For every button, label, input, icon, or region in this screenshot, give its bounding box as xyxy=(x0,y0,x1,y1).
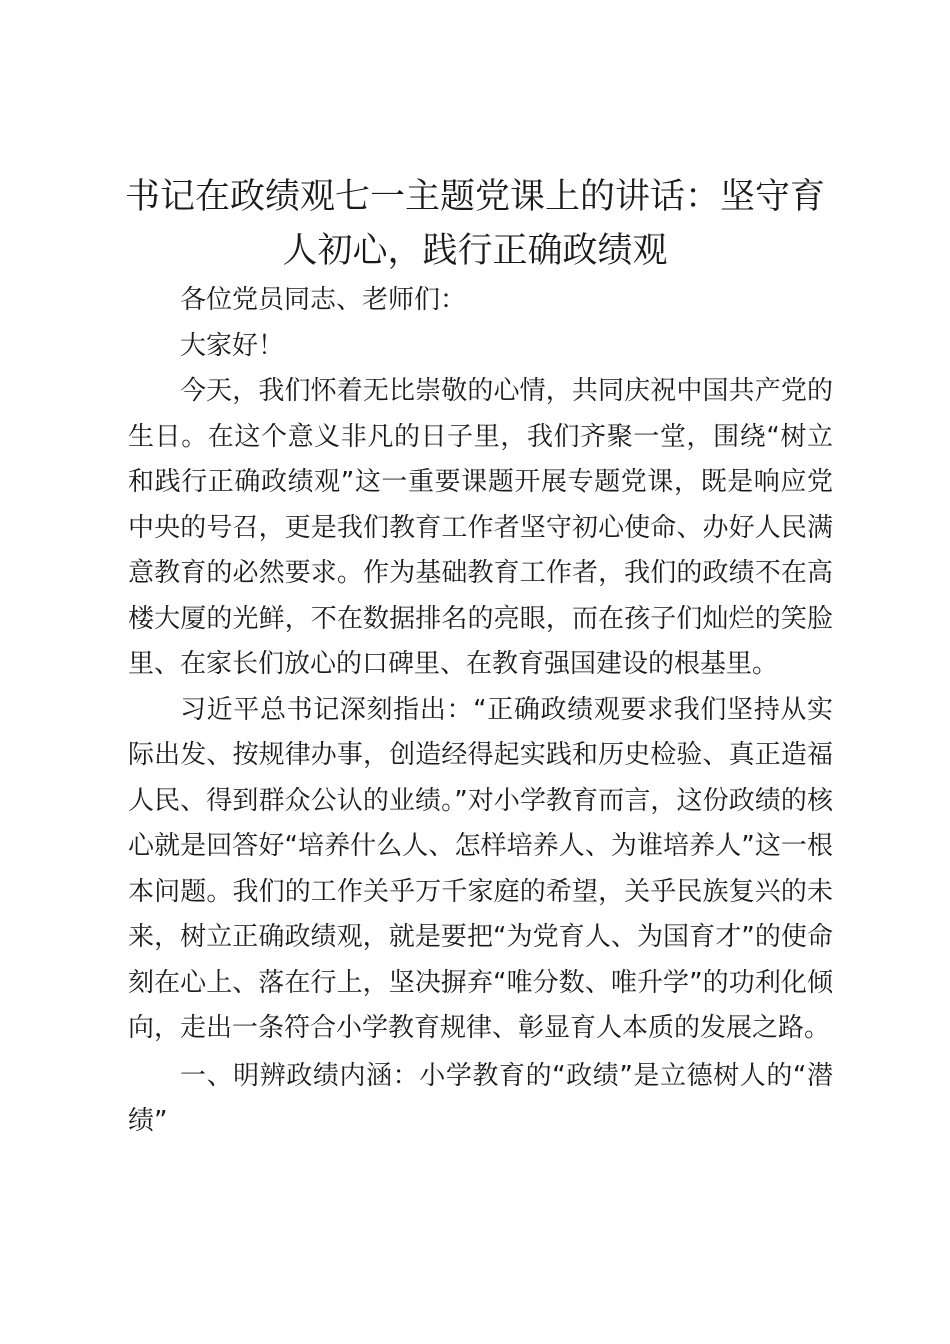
document-body xyxy=(128,278,833,1145)
greeting-paragraph: 大家好！ xyxy=(180,330,285,361)
body-paragraph: 习近平总书记深刻指出：“正确政绩观要求我们坚持从实际出发、按规律办事，创造经得起实践和历史检验、真正造福人民、得到群众公认的业绩。”对小学教育而言，这份政绩的核心就是回答好“培养什么人、怎样培养人、为谁培养人”这一根本问题。我们的工作关乎万千家庭的希望，关乎民族复兴的未来，树立正确政绩观，就是要把“为党育人、为国育才”的使命刻在心上、落在行上，坚决摒弃“唯分数、唯升学”的功利化倾向，走出一条符合小学教育规律、彰显育人本质的发展之路。 xyxy=(128,694,833,1043)
salutation-paragraph: 各位党员同志、老师们： xyxy=(180,285,467,315)
section-heading: 一、明辨政绩内涵：小学教育的“政绩”是立德树人的“潜绩” xyxy=(128,1060,833,1136)
body-paragraph: 今天，我们怀着无比崇敬的心情，共同庆祝中国共产党的生日。在这个意义非凡的日子里，我们齐聚一堂，围绕“树立和践行正确政绩观”这一重要课题开展专题党课，既是响应党中央的号召，更是我们教育工作者坚守初心使命、办好人民满意教育的必然要求。作为基础教育工作者，我们的政绩不在高楼大厦的光鲜，不在数据排名的亮眼，而在孩子们灿烂的笑脸里、在家长们放心的口碑里、在教育强国建设的根基里。 xyxy=(128,376,833,679)
document-title: 书记在政绩观七一主题党课上的讲话：坚守育人初心，践行正确政绩观 xyxy=(124,177,825,271)
